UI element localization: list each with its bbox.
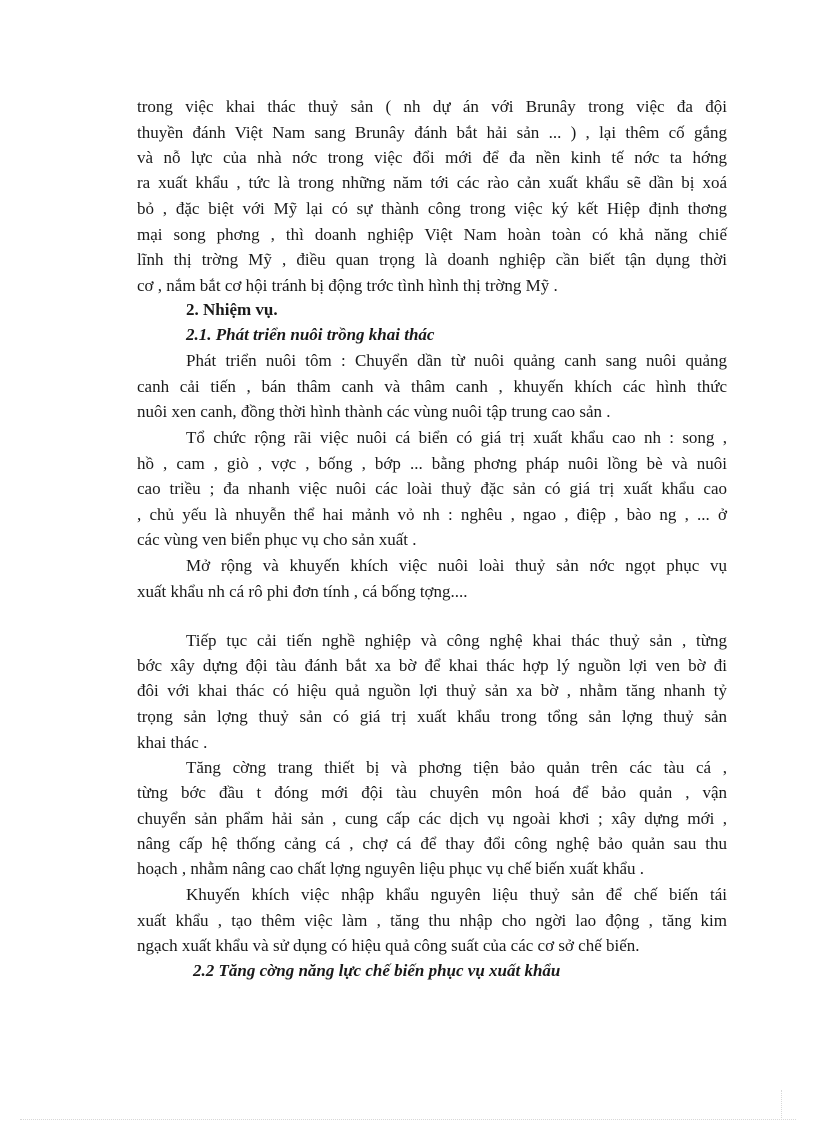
subsection-heading: 2.1. Phát triển nuôi trồng khai thác — [186, 325, 435, 344]
paragraph-line: Mở rộng và khuyến khích việc nuôi loài thuỷ sản nớc ngọt phục vụ — [186, 556, 727, 575]
paragraph-line: hoạch , nhằm nâng cao chất lợng nguyên liệu phục vụ chế biến xuất khẩu . — [137, 859, 645, 878]
subsection-heading: 2.2 Tăng cờng năng lực chế biến phục vụ xuất khẩu — [193, 961, 561, 980]
paragraph-line: cao triều ; đa nhanh việc nuôi các loài thuỷ đặc sản có giá trị xuất khẩu cao — [137, 479, 727, 498]
paragraph-line: cơ , nắm bắt cơ hội tránh bị động trớc tình hình thị trờng Mỹ . — [137, 276, 558, 295]
paragraph-line: ra xuất khẩu , tức là trong những năm tới các rào cản xuất khẩu sẽ dần bị xoá — [137, 173, 727, 192]
paragraph-line: chuyển sản phẩm hải sản , cung cấp các dịch vụ ngoài khơi ; xây dựng mới , — [137, 809, 727, 828]
page-border-dotted-vertical — [781, 1090, 782, 1120]
paragraph-line: Phát triển nuôi tôm : Chuyển dần từ nuôi quảng canh sang nuôi quảng — [186, 351, 727, 370]
paragraph-line: từng bớc đầu t đóng mới đội tàu chuyên môn hoá để bảo quản , vận — [137, 783, 727, 802]
paragraph-line: và nỗ lực của nhà nớc trong việc đổi mới để đa nền kinh tế nớc ta hớng — [137, 148, 727, 167]
paragraph-line: các vùng ven biển phục vụ cho sản xuất . — [137, 530, 417, 549]
paragraph-line: nâng cấp hệ thống cảng cá , chợ cá để thay đổi công nghệ bảo quản sau thu — [137, 834, 727, 853]
paragraph-line: Tổ chức rộng rãi việc nuôi cá biển có giá trị xuất khẩu cao nh : song , — [186, 428, 727, 447]
paragraph-line: trọng sản lợng thuỷ sản có giá trị xuất khẩu trong tổng sản lợng thuỷ sản — [137, 707, 727, 726]
page-border-dotted — [20, 1119, 796, 1120]
paragraph-line: xuất khẩu nh cá rô phi đơn tính , cá bống tợng.... — [137, 582, 468, 601]
paragraph-line: lĩnh thị trờng Mỹ , điều quan trọng là doanh nghiệp cần biết tận dụng thời — [137, 250, 727, 269]
paragraph-line: ngạch xuất khẩu và sử dụng có hiệu quả công suất của các cơ sở chế biến. — [137, 936, 640, 955]
paragraph-line: nuôi xen canh, đồng thời hình thành các vùng nuôi tập trung cao sản . — [137, 402, 611, 421]
paragraph-line: hồ , cam , giò , vợc , bống , bớp ... bằng phơng pháp nuôi lồng bè và nuôi — [137, 454, 727, 473]
paragraph-line: trong việc khai thác thuỷ sản ( nh dự án với Brunây trong việc đa đội — [137, 97, 727, 116]
paragraph-line: Tiếp tục cải tiến nghề nghiệp và công nghệ khai thác thuỷ sản , từng — [186, 631, 727, 650]
paragraph-line: bỏ , đặc biệt với Mỹ lại có sự thành công trong việc ký kết Hiệp định thơng — [137, 199, 727, 218]
paragraph-line: mại song phơng , thì doanh nghiệp Việt Nam hoàn toàn có khả năng chiế — [137, 225, 727, 244]
paragraph-line: xuất khẩu , tạo thêm việc làm , tăng thu nhập cho ngời lao động , tăng kim — [137, 911, 727, 930]
section-heading: 2. Nhiệm vụ. — [186, 300, 278, 319]
paragraph-line: thuyền đánh Việt Nam sang Brunây đánh bắt hải sản ... ) , lại thêm cố gắng — [137, 123, 727, 142]
paragraph-line: đôi với khai thác có hiệu quả nguồn lợi thuỷ sản xa bờ , nhằm tăng nhanh tỷ — [137, 681, 727, 700]
paragraph-line: canh cải tiến , bán thâm canh và thâm canh , khuyến khích các hình thức — [137, 377, 727, 396]
paragraph-line: khai thác . — [137, 733, 208, 752]
paragraph-line: Tăng cờng trang thiết bị và phơng tiện bảo quản trên các tàu cá , — [186, 758, 727, 777]
paragraph-line: bớc xây dựng đội tàu đánh bắt xa bờ để khai thác hợp lý nguồn lợi ven bờ đi — [137, 656, 727, 675]
paragraph-line: Khuyến khích việc nhập khẩu nguyên liệu thuỷ sản để chế biến tái — [186, 885, 727, 904]
paragraph-line: , chủ yếu là nhuyễn thể hai mảnh vỏ nh : nghêu , ngao , điệp , bào ng , ... ở — [137, 505, 727, 524]
